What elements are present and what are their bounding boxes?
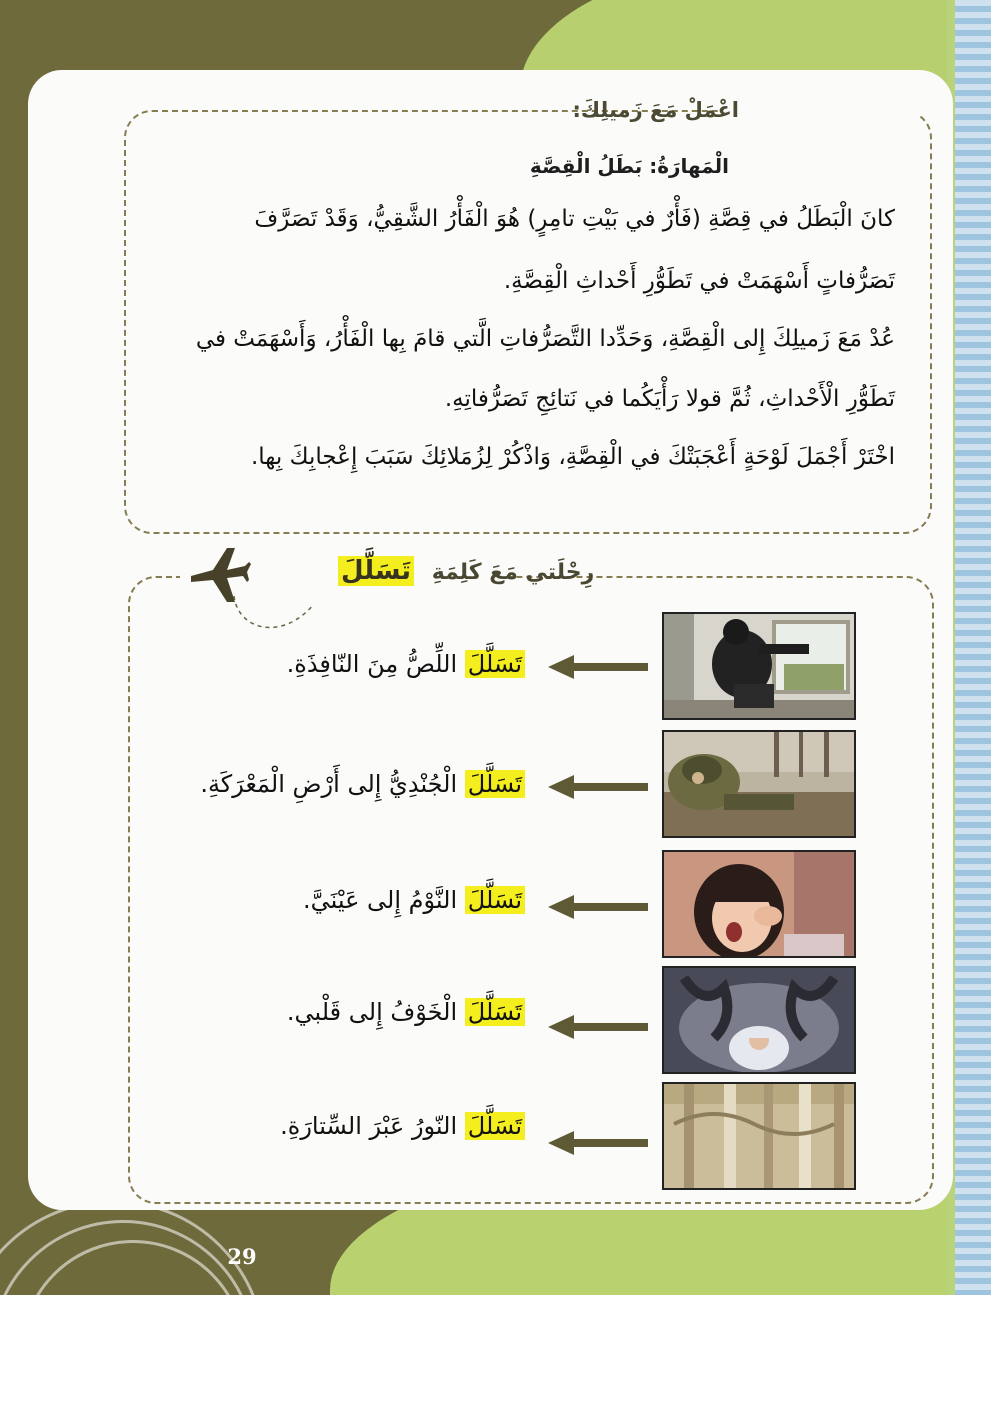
arrow-left-icon: [548, 1012, 648, 1042]
arrow-left-icon: [548, 892, 648, 922]
example-sentence: [287, 650, 525, 678]
paragraph-line: كانَ الْبَطَلُ في قِصَّةِ (فَأْرٌ في بَيْتِ تامِرٍ) هُوَ الْفَأْرُ الشَّقِيُّ، وَقَدْ تَصَرَّفَ: [254, 206, 895, 232]
sentence-word: تَسَلَّلَ: [465, 998, 525, 1026]
example-sentence: [303, 886, 525, 914]
example-sentence: [280, 1112, 525, 1140]
page-number: 29: [227, 1244, 257, 1269]
activity-box: [124, 110, 932, 534]
sentence-rest: الْجُنْدِيُّ إِلى أَرْضِ الْمَعْرَكَةِ.: [200, 770, 465, 798]
scared-child-shadows-photo: [662, 966, 856, 1074]
example-sentence: [200, 770, 525, 798]
sentence-rest: اللِّصُّ مِنَ النّافِذَةِ.: [286, 650, 465, 678]
skill-title: الْمَهارَةُ: بَطَلُ الْقِصَّةِ: [529, 154, 729, 178]
light-through-curtain-photo: [662, 1082, 856, 1190]
yawning-child-photo: [662, 850, 856, 958]
sentence-word: تَسَلَّلَ: [465, 770, 525, 798]
label-mask: [720, 100, 920, 120]
sentence-word: تَسَلَّلَ: [465, 886, 525, 914]
paragraph-line: تَصَرُّفاتٍ أَسْهَمَتْ في تَطَوُّرِ أَحْداثِ الْقِصَّةِ.: [503, 268, 895, 294]
example-sentence: [287, 998, 525, 1026]
paragraph-line: اخْتَرْ أَجْمَلَ لَوْحَةٍ أَعْجَبَتْكَ في الْقِصَّةِ، وَاذْكُرْ لِزُمَلائِكَ سَبَبَ إِعْجابِكَ بِها.: [250, 444, 895, 470]
soldier-crawling-photo: [662, 730, 856, 838]
paragraph-line: تَطَوُّرِ الْأَحْداثِ، ثُمَّ قولا رَأْيَكُما في نَتائِجِ تَصَرُّفاتِهِ.: [444, 386, 895, 412]
arrow-left-icon: [548, 652, 648, 682]
sentence-word: تَسَلَّلَ: [465, 650, 525, 678]
sentence-rest: الْخَوْفُ إِلى قَلْبي.: [286, 998, 465, 1026]
word-journey-label: [338, 556, 594, 586]
sentence-rest: النَّوْمُ إِلى عَيْنَيَّ.: [302, 886, 465, 914]
book-edge-stripes: [947, 0, 991, 1295]
sentence-rest: النّورُ عَبْرَ السِّتارَةِ.: [280, 1112, 465, 1140]
paragraph-line: عُدْ مَعَ زَميلِكَ إِلى الْقِصَّةِ، وَحَدِّدا التَّصَرُّفاتِ الَّتي قامَ بِها الْفَأْرُ، وَأَسْهَمَتْ في: [195, 326, 895, 352]
flight-trail-icon: [232, 590, 322, 650]
featured-word: تَسَلَّلَ: [338, 556, 414, 586]
arrow-left-icon: [548, 772, 648, 802]
activity-heading: اعْمَلْ مَعَ زَميلِكَ:: [572, 98, 739, 122]
arrow-left-icon: [548, 1128, 648, 1158]
thief-window-photo: [662, 612, 856, 720]
sentence-word: تَسَلَّلَ: [465, 1112, 525, 1140]
word-journey-title: رِحْلَتي مَعَ كَلِمَةِ: [431, 560, 595, 585]
